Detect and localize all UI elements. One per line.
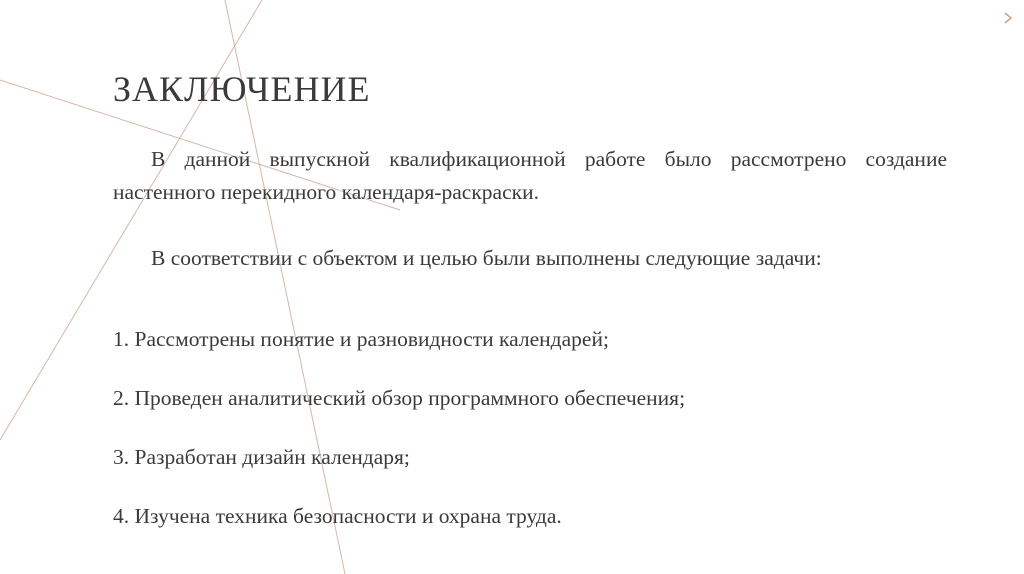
- task-item-4: 4. Изучена техника безопасности и охрана труда.: [113, 504, 562, 528]
- task-item-3: 3. Разработан дизайн календаря;: [113, 445, 410, 469]
- chevron-right-icon: [1000, 10, 1016, 26]
- slide-title: ЗАКЛЮЧЕНИЕ: [113, 69, 371, 109]
- task-item-2: 2. Проведен аналитический обзор программного обеспечения;: [113, 386, 686, 410]
- tasks-intro-paragraph: В соответствии с объектом и целью были выполнены следующие задачи:: [151, 246, 822, 270]
- tasks-list: [113, 323, 947, 559]
- task-item-1: 1. Рассмотрены понятие и разновидности календарей;: [113, 327, 609, 351]
- intro-paragraph: В данной выпускной квалификационной работе было рассмотрено создание настенного перекидного календаря-раскраски.: [113, 147, 947, 204]
